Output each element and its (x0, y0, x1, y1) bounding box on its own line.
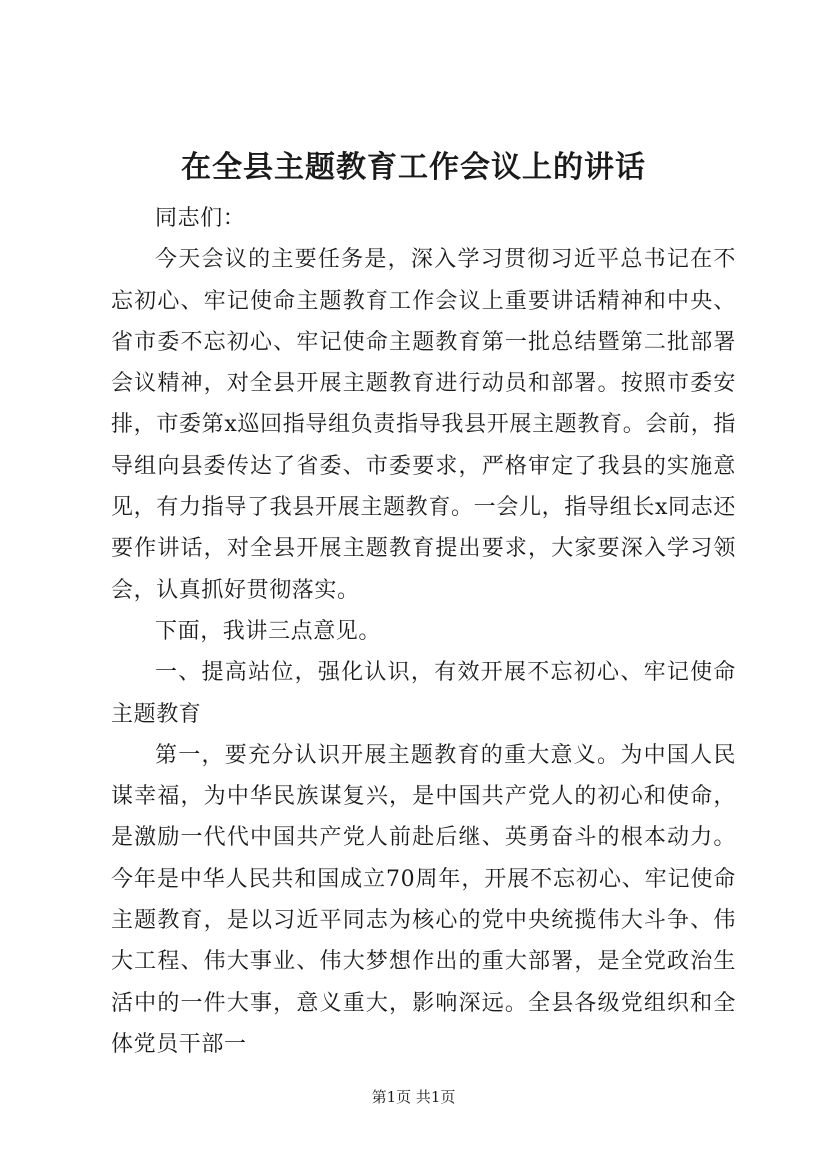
section-heading-1: 一、提高站位，强化认识，有效开展不忘初心、牢记使命主题教育 (111, 660, 736, 727)
document-title: 在全县主题教育工作会议上的讲话 (181, 150, 646, 185)
point-one-paragraph: 第一，要充分认识开展主题教育的重大意义。为中国人民谋幸福，为中华民族谋复兴，是中国共产党人的初心和使命，是激励一代代中国共产党人前赴后继、英勇奋斗的根本动力。今年是中华人民共和国成立70周年，开展不忘初心、牢记使命主题教育，是以习近平同志为核心的党中央统揽伟大斗争、伟大工程、伟大事业、伟大梦想作出的重大部署，是全党政治生活中的一件大事，意义重大，影响深远。全县各级党组织和全体党员干部一 (111, 742, 736, 1057)
salutation-paragraph: 同志们： (155, 206, 246, 231)
intro-paragraph: 今天会议的主要任务是，深入学习贯彻习近平总书记在不忘初心、牢记使命主题教育工作会议上重要讲话精神和中央、省市委不忘初心、牢记使命主题教育第一批总结暨第二批部署会议精神，对全县开展主题教育进行动员和部署。按照市委安排，市委第x巡回指导组负责指导我县开展主题教育。会前，指导组向县委传达了省委、市委要求，严格审定了我县的实施意见，有力指导了我县开展主题教育。一会儿，指导组长x同志还要作讲话，对全县开展主题教育提出要求，大家要深入学习领会，认真抓好贯彻落实。 (111, 247, 736, 603)
document-body (111, 198, 736, 1065)
page-number-footer: 第1页 共1页 (371, 1088, 456, 1106)
transition-paragraph: 下面，我讲三点意见。 (155, 618, 382, 644)
